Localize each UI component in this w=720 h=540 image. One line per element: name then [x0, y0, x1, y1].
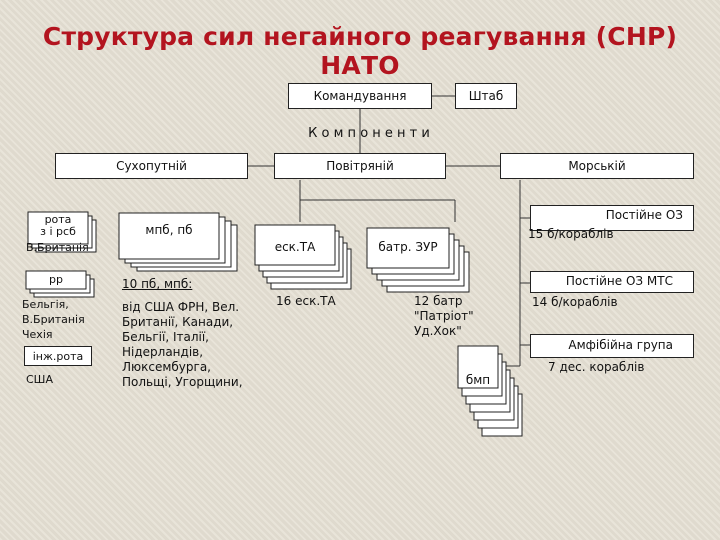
bmp-box-label: бмп [465, 373, 491, 387]
branch-sea: Морській [500, 153, 694, 179]
rr-box-label: рр [49, 273, 63, 286]
staff-box: Штаб [455, 83, 517, 109]
eng-country: США [26, 373, 53, 386]
sea-amph-box: Амфібійна група [530, 334, 694, 358]
zur-box-label: батр. ЗУР [378, 240, 438, 254]
sea-oz-box: Постійне ОЗ [530, 205, 694, 231]
mpb-countries: від США ФРН, Вел. Британії, Канади, Бельгії, Італії, Нідерландів, Люксембурга, Польщі, Угорщини, [122, 300, 243, 389]
sea-amph-count: 7 дес. кораблів [548, 360, 645, 374]
rota-box-label: рота з і рсб [40, 213, 76, 238]
zur-count: 12 батр "Патріот" Уд.Хок" [414, 294, 474, 338]
sea-oz-count: 15 б/кораблів [528, 227, 614, 241]
rr-countries: Бельгія, В.Британія Чехія [22, 298, 85, 341]
sea-mts-box: Постійне ОЗ МТС [530, 271, 694, 293]
eng-company-box: інж.рота [24, 346, 92, 366]
esk-box-label: еск.ТА [274, 240, 316, 254]
components-label: К о м п о н е н т и [308, 126, 430, 141]
branch-land: Сухопутній [55, 153, 248, 179]
diagram-title: Структура сил негайного реагування (СНР) НАТО [42, 22, 678, 80]
sea-mts-count: 14 б/кораблів [532, 295, 618, 309]
mpb-box-label: мпб, пб [145, 223, 193, 237]
command-box: Командування [288, 83, 432, 109]
mpb-count: 10 пб, мпб: [122, 277, 193, 291]
rota-country: В.Британія [26, 241, 89, 254]
esk-count: 16 еск.ТА [276, 294, 336, 308]
branch-air: Повітряній [274, 153, 446, 179]
